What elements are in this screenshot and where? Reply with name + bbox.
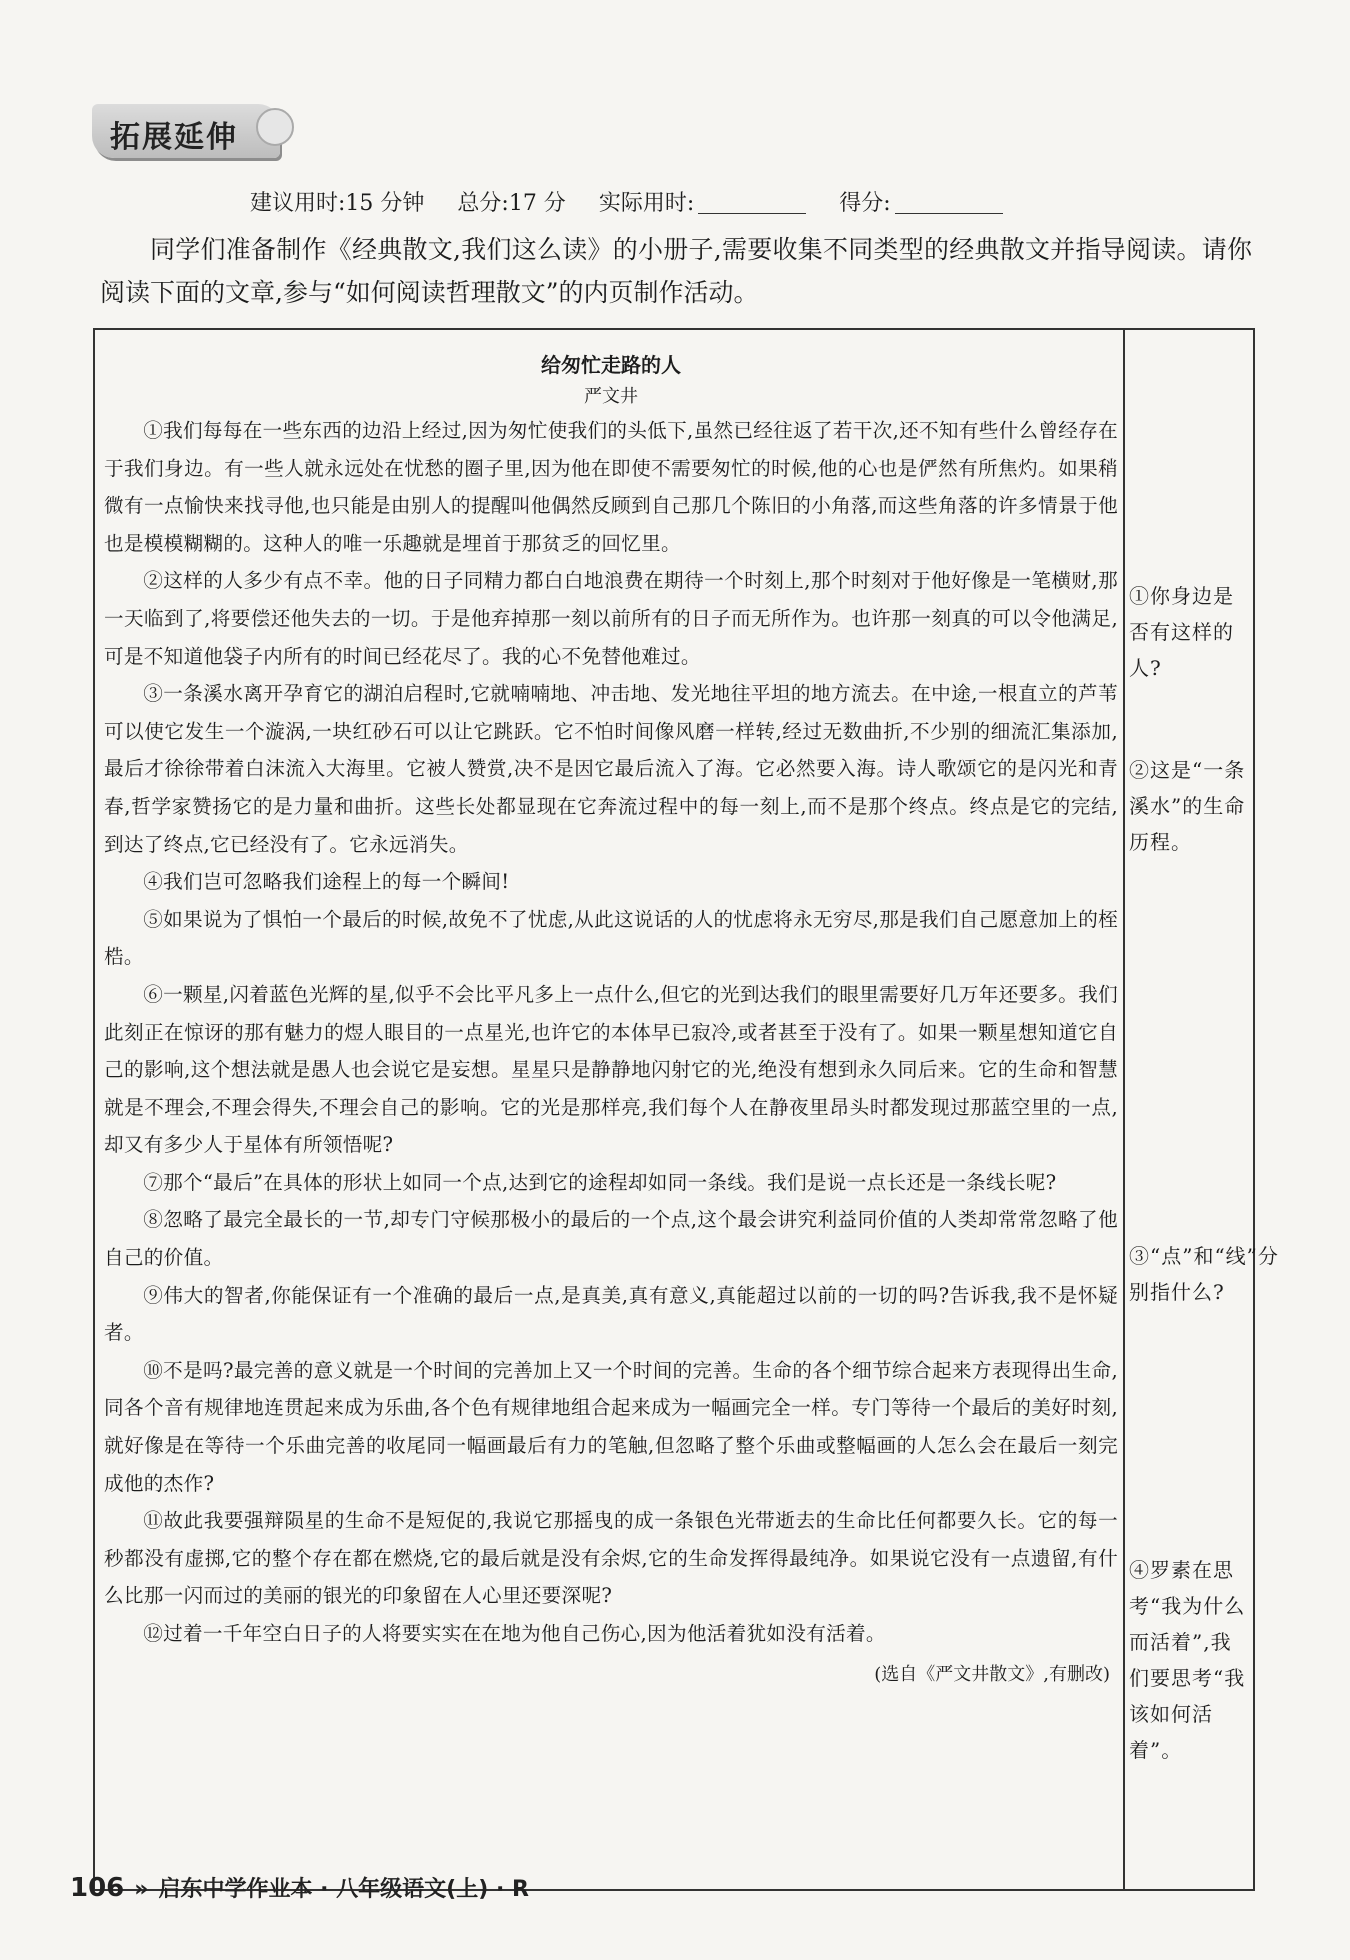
page-footer bbox=[70, 1872, 529, 1903]
sun-icon bbox=[256, 108, 294, 146]
paragraph: ⑤如果说为了惧怕一个最后的时候,故免不了忧虑,从此这说话的人的忧虑将永无穷尽,那是我们自己愿意加上的桎梏。 bbox=[104, 907, 1118, 969]
actual-time-blank[interactable] bbox=[698, 193, 806, 214]
section-label: 拓展延伸 bbox=[110, 120, 238, 155]
suggested-time: 建议用时:15 分钟 bbox=[250, 191, 425, 216]
paragraph: ⑨伟大的智者,你能保证有一个准确的最后一点,是真美,真有意义,真能超过以前的一切的吗?告诉我,我不是怀疑者。 bbox=[104, 1283, 1118, 1345]
meta-line bbox=[250, 186, 1003, 217]
margin-note-2: ②这是“一条溪水”的生命历程。 bbox=[1129, 758, 1246, 854]
actual-time-label: 实际用时: bbox=[598, 191, 695, 216]
paragraph: ④我们岂可忽略我们途程上的每一个瞬间! bbox=[143, 870, 510, 894]
total-score: 总分:17 分 bbox=[457, 191, 566, 216]
paragraph: ⑫过着一千年空白日子的人将要实实在在地为他自己伤心,因为他活着犹如没有活着。 bbox=[143, 1622, 886, 1645]
paragraph: ②这样的人多少有点不幸。他的日子同精力都白白地浪费在期待一个时刻上,那个时刻对于他好像是一笔横财,那一天临到了,将要偿还他失去的一切。于是他弃掉那一刻以前所有的日子而无所作为。也许那一刻真的可以令他满足,可是不知道他袋子内所有的时间已经花尽了。我的心不免替他难过。 bbox=[104, 569, 1118, 668]
paragraph: ⑪故此我要强辩陨星的生命不是短促的,我说它那摇曳的成一条银色光带逝去的生命比任何都要久长。它的每一秒都没有虚掷,它的整个存在都在燃烧,它的最后就是没有余烬,它的生命发挥得最纯净。如果说它没有一点遗留,有什么比那一闪而过的美丽的银光的印象留在人心里还要深呢? bbox=[104, 1509, 1118, 1608]
intro-text: 同学们准备制作《经典散文,我们这么读》的小册子,需要收集不同类型的经典散文并指导阅读。请你阅读下面的文章,参与“如何阅读哲理散文”的内页制作活动。 bbox=[100, 235, 1252, 307]
margin-note-4: ④罗素在思考“我为什么而活着”,我们要思考“我该如何活着”。 bbox=[1129, 1558, 1246, 1762]
score-label: 得分: bbox=[839, 191, 891, 216]
article-author: 严文井 bbox=[584, 386, 638, 407]
article bbox=[104, 348, 1118, 1693]
paragraph: ⑦那个“最后”在具体的形状上如同一个点,达到它的途程却如同一条线。我们是说一点长还是一条线长呢? bbox=[143, 1170, 1057, 1194]
section-badge bbox=[92, 104, 280, 158]
paragraph: ⑩不是吗?最完善的意义就是一个时间的完善加上又一个时间的完善。生命的各个细节综合起来方表现得出生命,同各个音有规律地连贯起来成为乐曲,各个色有规律地组合起来成为一幅画完全一样。专门等待一个最后的美好时刻,就好像是在等待一个乐曲完善的收尾同一幅画最后有力的笔触,但忽略了整个乐曲或整幅画的人怎么会在最后一刻完成他的杰作? bbox=[104, 1358, 1118, 1495]
page-number: 106 bbox=[70, 1873, 125, 1903]
article-source: (选自《严文井散文》,有删改) bbox=[874, 1663, 1110, 1685]
book-title: 启东中学作业本 · 八年级语文(上) · R bbox=[158, 1877, 529, 1902]
paragraph: ①我们每每在一些东西的边沿上经过,因为匆忙使我们的头低下,虽然已经往返了若干次,还不知有些什么曾经存在于我们身边。有一些人就永远处在忧愁的圈子里,因为他在即使不需要匆忙的时候,他的心也是俨然有所焦灼。如果稍微有一点愉快来找寻他,也只能是由别人的提醒叫他偶然反顾到自己那几个陈旧的小角落,而这些角落的许多情景于他也是模模糊糊的。这种人的唯一乐趣就是埋首于那贫乏的回忆里。 bbox=[104, 419, 1118, 555]
article-title: 给匆忙走路的人 bbox=[541, 353, 681, 377]
paragraph: ⑧忽略了最完全最长的一节,却专门守候那极小的最后的一个点,这个最会讲究利益同价值的人类却常常忽略了他自己的价值。 bbox=[104, 1208, 1118, 1270]
paragraph: ⑥一颗星,闪着蓝色光辉的星,似乎不会比平凡多上一点什么,但它的光到达我们的眼里需要好几万年还要多。我们此刻正在惊讶的那有魅力的煜人眼目的一点星光,也许它的本体早已寂冷,或者甚至于没有了。如果一颗星想知道它自己的影响,这个想法就是愚人也会说它是妄想。星星只是静静地闪射它的光,绝没有想到永久同后来。它的生命和智慧就是不理会,不理会得失,不理会自己的影响。它的光是那样亮,我们每个人在静夜里昂头时都发现过那蓝空里的一点,却又有多少人于星体有所领悟呢? bbox=[104, 982, 1118, 1157]
paragraph: ③一条溪水离开孕育它的湖泊启程时,它就喃喃地、冲击地、发光地往平坦的地方流去。在中途,一根直立的芦苇可以使它发生一个漩涡,一块红砂石可以让它跳跃。它不怕时间像风磨一样转,经过无数曲折,不少别的细流汇集添加,最后才徐徐带着白沫流入大海里。它被人赞赏,决不是因它最后流入了海。它必然要入海。诗人歌颂它的是闪光和青春,哲学家赞扬它的是力量和曲折。这些长处都显现在它奔流过程中的每一刻上,而不是那个终点。终点是它的完结,到达了终点,它已经没有了。它永远消失。 bbox=[104, 682, 1118, 856]
chevron-icon: » bbox=[134, 1877, 149, 1902]
score-blank[interactable] bbox=[895, 193, 1003, 214]
margin-note-3: ③“点”和“线”分别指什么? bbox=[1129, 1244, 1279, 1304]
column-divider bbox=[1123, 328, 1125, 1891]
margin-note-1: ①你身边是否有这样的人? bbox=[1129, 584, 1234, 680]
